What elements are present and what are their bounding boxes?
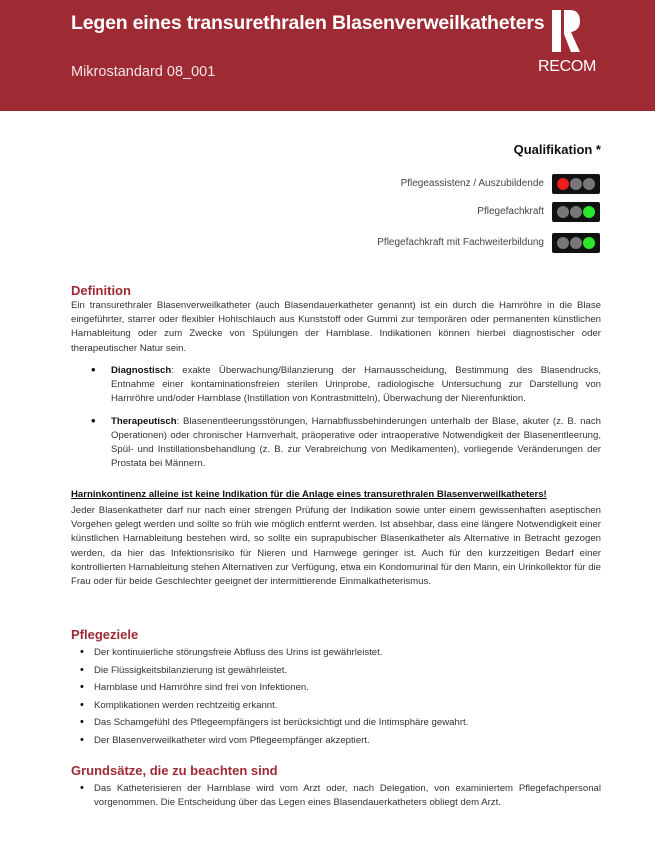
qualification-row-nurse [200, 202, 600, 222]
logo-text: RECOM [537, 58, 597, 75]
list-item: • Die Flüssigkeitsbilanzierung ist gewährleistet. [71, 664, 601, 678]
qualification-row-assistant [200, 174, 600, 194]
document-subtitle: Mikrostandard 08_001 [71, 64, 216, 80]
qualification-label: Pflegefachkraft [477, 206, 544, 217]
qualification-title: Qualifikation * [513, 142, 601, 157]
qualification-row-specialist [200, 233, 600, 253]
list-item: • Harnblase und Harnröhre sind frei von Infektionen. [71, 681, 601, 695]
definition-heading: Definition [71, 283, 131, 298]
document-title: Legen eines transurethralen Blasenverweilkatheters [71, 12, 545, 34]
goals-list [71, 646, 601, 751]
traffic-light-icon [552, 202, 600, 222]
principles-list [71, 782, 601, 814]
list-item: • Der Blasenverweilkatheter wird vom Pflegeempfänger akzeptiert. [71, 734, 601, 748]
list-item: • Komplikationen werden rechtzeitig erkannt. [71, 699, 601, 713]
definition-text: Ein transurethraler Blasenverweilkatheter (auch Blasendauerkatheter genannt) ist ein durch die Harnröhre in die Blase eingeführter, starrer oder flexibler Hohlschlauch aus Kunststoff oder Gummi zur temporären oder permanenten künstlichen Harnableitung oder zum Zwecke von Spülungen der Harnblase. Indikationen können hierbei diagnostischer oder therapeutischer Natur sein. [71, 300, 601, 354]
goals-heading: Pflegeziele [71, 627, 139, 642]
recom-logo [534, 10, 600, 78]
qualification-label: Pflegefachkraft mit Fachweiterbildung [377, 237, 544, 248]
document-header [0, 0, 655, 111]
list-item: • Das Katheterisieren der Harnblase wird vom Arzt oder, nach Delegation, von examiniertem Pflegefachpersonal vorgenommen. Die Entscheidung über das Legen eines Blasendauerkatheters obliegt dem Arzt. [71, 782, 601, 810]
principles-heading: Grundsätze, die zu beachten sind [71, 763, 278, 778]
list-item: • Der kontinuierliche störungsfreie Abfluss des Urins ist gewährleistet. [71, 646, 601, 660]
qualification-label: Pflegeassistenz / Auszubildende [400, 178, 544, 189]
list-item: • Therapeutisch: Blasenentleerungsstörungen, Harnabflussbehinderungen unterhalb der Blase, akuter (z. B. nach Operationen) oder chronischer Harnverhalt, präoperative oder intraoperative Notwendigkeit der Blasenentleerung, Spül- und Instillationsbehandlung (z. B. zur Verabreichung von Medikamenten), vorliegende Veränderungen der Prostata bei Männern. [71, 415, 601, 472]
recom-r-icon [552, 10, 582, 52]
traffic-light-icon [552, 233, 600, 253]
list-item: • Das Schamgefühl des Pflegeempfängers ist berücksichtigt und die Intimsphäre gewahrt. [71, 716, 601, 730]
list-item: • Diagnostisch: exakte Überwachung/Bilanzierung der Harnausscheidung, Bestimmung des Blasendrucks, Entnahme einer kontaminationsfreien sterilen Urinprobe, radiologische Untersuchung zur Darstellung von Harnröhre und/oder Harnblase (Instillation von Kontrastmitteln), Überwachung der Nierenfunktion. [71, 364, 601, 407]
definition-bullet-list [71, 364, 601, 479]
incontinence-warning: Harninkontinenz alleine ist keine Indikation für die Anlage eines transurethralen Blasenverweilkatheters! [71, 489, 547, 500]
traffic-light-icon [552, 174, 600, 194]
incontinence-text: Jeder Blasenkatheter darf nur nach einer strengen Prüfung der Indikation sowie unter einem gewissenhaften aseptischen Vorgehen gelegt werden und sollte so früh wie möglich entfernt werden. Ist absehbar, dass eine längere Notwendigkeit einer künstlichen Harnableitung bestehen wird, so sollte ein suprapubischer Blasenkatheter als Alternative in Betracht gezogen werden, da hier das Infektionsrisiko für Nieren und Harnwege geringer ist. Auch für den kurzzeitigen Bedarf einer kontrollierten Harnableitung stehen Alternativen zur Verfügung, etwa ein Kondomurinal für den Mann, ein Urinkollektor für die Frau oder für beide Geschlechter geeignet der intermittierende Einmalkatheterismus. [71, 505, 601, 588]
